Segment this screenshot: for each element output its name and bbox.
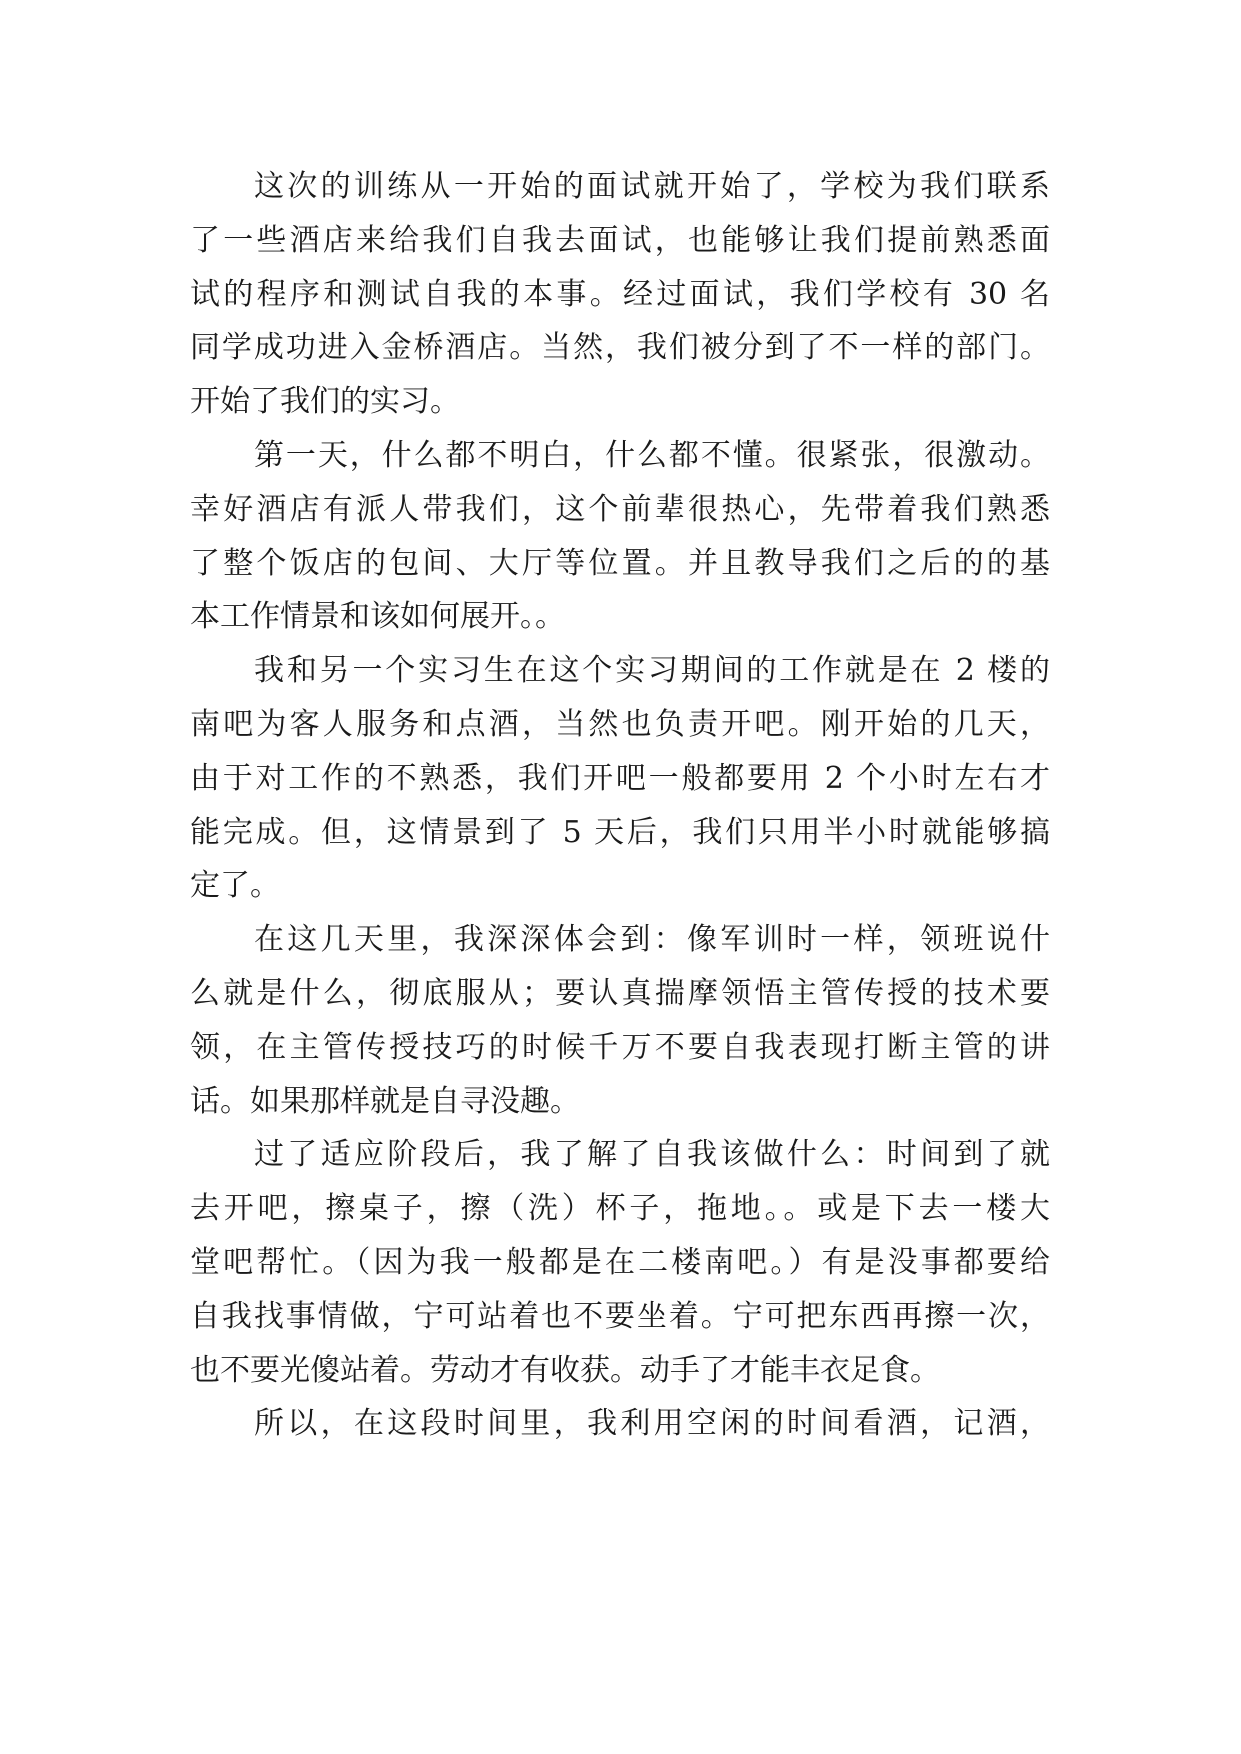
text-line: 同学成功进入金桥酒店。当然，我们被分到了不一样的部门。 [190,330,1050,366]
text-line: 定了。 [190,868,280,904]
text-line: 领，在主管传授技巧的时候千万不要自我表现打断主管的讲 [190,1029,1050,1065]
text-line: 由于对工作的不熟悉，我们开吧一般都要用 2 个小时左右才 [190,760,1050,796]
text-line: 幸好酒店有派人带我们，这个前辈很热心，先带着我们熟悉 [190,491,1050,527]
text-line: 也不要光傻站着。劳动才有收获。动手了才能丰衣足食。 [190,1352,940,1388]
text-line: 自我找事情做，宁可站着也不要坐着。宁可把东西再擦一次， [190,1298,1050,1334]
text-line: 过了适应阶段后，我了解了自我该做什么：时间到了就 [254,1137,1050,1173]
text-line: 本工作情景和该如何展开。。 [190,599,565,635]
text-line: 堂吧帮忙。（因为我一般都是在二楼南吧。）有是没事都要给 [190,1244,1050,1280]
text-line: 了整个饭店的包间、大厅等位置。并且教导我们之后的的基 [190,545,1050,581]
text-line: 南吧为客人服务和点酒，当然也负责开吧。刚开始的几天， [190,706,1050,742]
text-line: 我和另一个实习生在这个实习期间的工作就是在 2 楼的 [254,653,1050,689]
text-line: 去开吧，擦桌子，擦（洗）杯子，拖地。。或是下去一楼大 [190,1191,1050,1227]
text-line: 所以，在这段时间里，我利用空闲的时间看酒，记酒， [254,1406,1050,1442]
text-line: 话。如果那样就是自寻没趣。 [190,1083,580,1119]
text-line: 试的程序和测试自我的本事。经过面试，我们学校有 30 名 [190,276,1050,312]
text-line: 了一些酒店来给我们自我去面试，也能够让我们提前熟悉面 [190,222,1050,258]
body-text [190,160,1050,1451]
text-line: 能完成。但，这情景到了 5 天后，我们只用半小时就能够搞 [190,814,1050,850]
text-line: 么就是什么，彻底服从；要认真揣摩领悟主管传授的技术要 [190,975,1050,1011]
text-line: 开始了我们的实习。 [190,384,460,420]
text-line: 第一天，什么都不明白，什么都不懂。很紧张，很激动。 [254,437,1050,473]
text-line: 在这几天里，我深深体会到：像军训时一样，领班说什 [254,922,1050,958]
text-line: 这次的训练从一开始的面试就开始了，学校为我们联系 [254,169,1050,204]
